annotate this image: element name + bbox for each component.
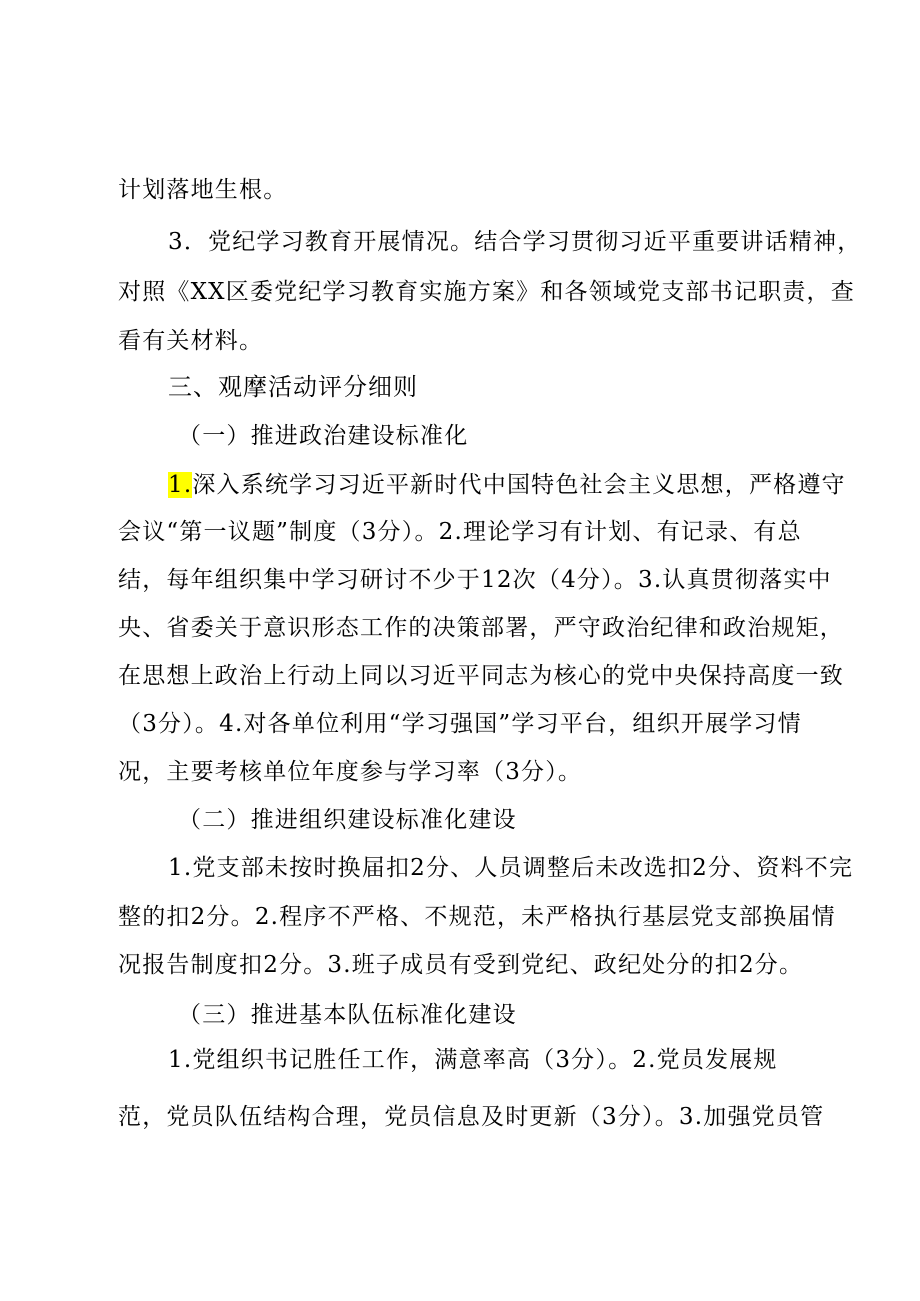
paragraph-line: 对照《XX区委党纪学习教育实施方案》和各领域党支部书记职责，查 [118, 279, 855, 305]
paragraph-line: 况，主要考核单位年度参与学习率（3分）。 [118, 759, 583, 785]
paragraph-line: 范，党员队伍结构合理，党员信息及时更新（3分）。3.加强党员管 [118, 1104, 825, 1130]
paragraph-line: 看有关材料。 [118, 328, 264, 354]
paragraph-line: （3分）。4.对各单位利用“学习强国”学习平台，组织开展学习情 [118, 711, 802, 737]
paragraph-line: 3．党纪学习教育开展情况。结合学习贯彻习近平重要讲话精神， [168, 229, 862, 255]
paragraph-line: 央、省委关于意识形态工作的决策部署，严守政治纪律和政治规矩， [118, 615, 844, 641]
paragraph-line [168, 470, 868, 500]
paragraph-line: 在思想上政治上行动上同以习近平同志为核心的党中央保持高度一致 [118, 663, 844, 689]
paragraph-line: 整的扣2分。2.程序不严格、不规范，未严格执行基层党支部换届情 [118, 904, 836, 930]
paragraph-line: 计划落地生根。 [118, 177, 288, 203]
paragraph-text: 深入系统学习习近平新时代中国特色社会主义思想，严格遵守 [192, 472, 846, 498]
subsection-heading: （一）推进政治建设标准化 [178, 423, 469, 449]
paragraph-line: 况报告制度扣2分。3.班子成员有受到党纪、政纪处分的扣2分。 [118, 952, 804, 978]
subsection-heading: （三）推进基本队伍标准化建设 [178, 1002, 517, 1028]
subsection-heading: （二）推进组织建设标准化建设 [178, 807, 517, 833]
highlighted-number: 1. [168, 472, 193, 498]
paragraph-line: 1.党组织书记胜任工作，满意率高（3分）。2.党员发展规 [168, 1047, 778, 1073]
paragraph-line: 结，每年组织集中学习研讨不少于12次（4分）。3.认真贯彻落实中 [118, 567, 832, 593]
paragraph-line: 1.党支部未按时换届扣2分、人员调整后未改选扣2分、资料不完 [168, 855, 854, 881]
paragraph-line: 会议“第一议题”制度（3分）。2.理论学习有计划、有记录、有总 [118, 519, 802, 545]
section-heading: 三、观摩活动评分细则 [168, 373, 418, 401]
